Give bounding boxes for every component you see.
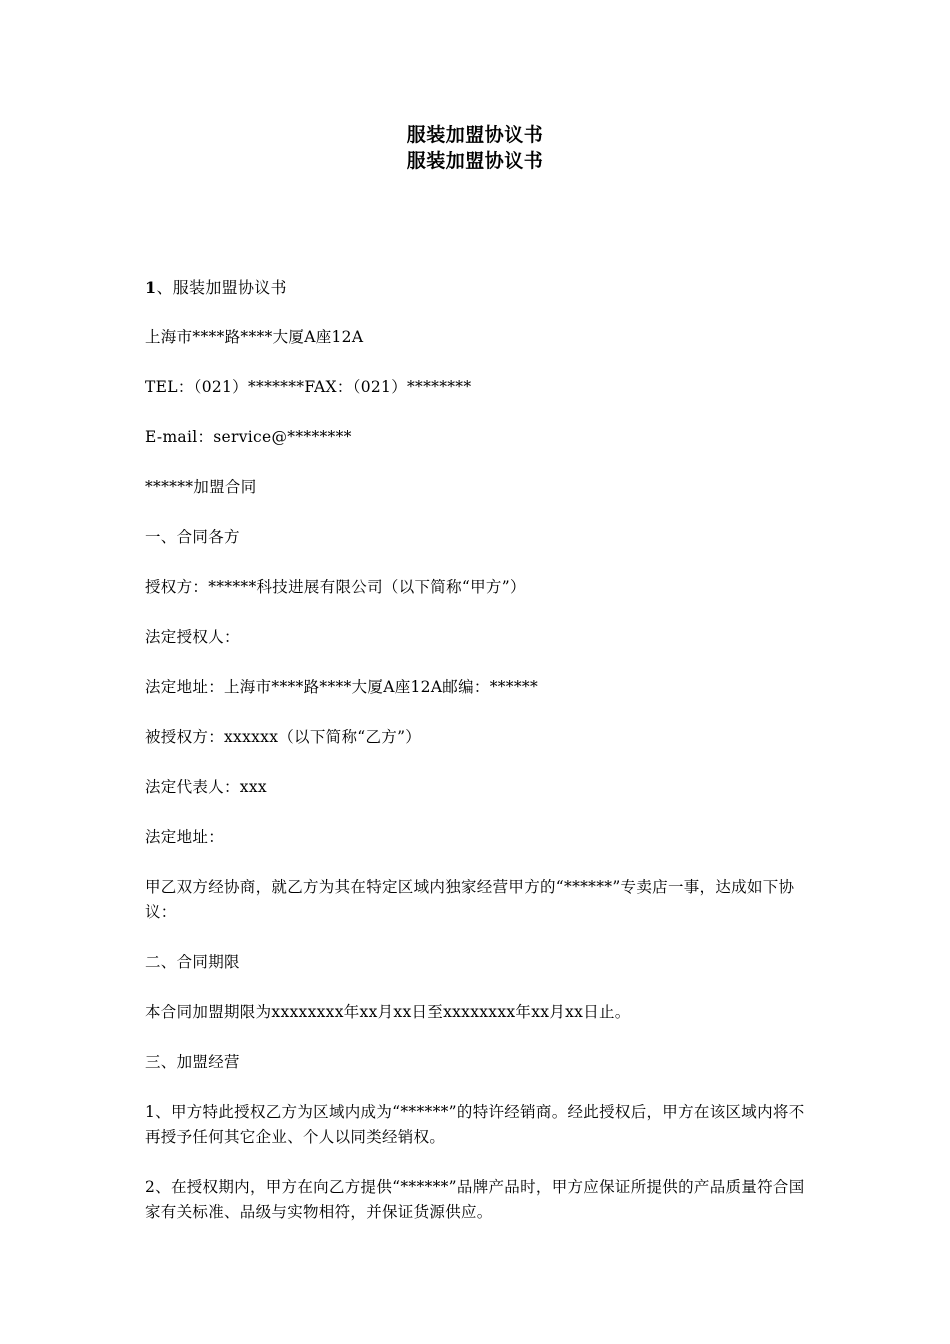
title-line-2: 服装加盟协议书 — [406, 150, 544, 172]
section-heading — [145, 275, 810, 300]
licensor-line: 授权方：******科技进展有限公司（以下简称“甲方”） — [145, 578, 526, 596]
licensee-address-line: 法定地址： — [145, 828, 225, 846]
heading-number: 1 — [145, 278, 157, 297]
address-line: 上海市****路****大厦A座12A — [145, 328, 364, 346]
section-1-title: 一、合同各方 — [145, 528, 240, 546]
licensee-rep-line: 法定代表人：xxx — [145, 778, 267, 796]
term-text: 本合同加盟期限为xxxxxxxx年xx月xx日至xxxxxxxx年xx月xx日止。 — [145, 1003, 631, 1021]
agreement-intro: 甲乙双方经协商，就乙方为其在特定区域内独家经营甲方的“******”专卖店一事，达成如下协议： — [145, 878, 795, 921]
document-title — [0, 122, 950, 174]
clause-3-1: 1、甲方特此授权乙方为区域内成为“******”的特许经销商。经此授权后，甲方在该区域内将不再授予任何其它企业、个人以同类经销权。 — [145, 1103, 805, 1146]
licensor-rep-line: 法定授权人： — [145, 628, 240, 646]
licensee-line: 被授权方：xxxxxx（以下简称“乙方”） — [145, 728, 422, 746]
section-2-title: 二、合同期限 — [145, 953, 240, 971]
section-3-title: 三、加盟经营 — [145, 1053, 240, 1071]
heading-text: 、服装加盟协议书 — [156, 278, 287, 297]
title-line-1: 服装加盟协议书 — [406, 124, 544, 146]
tel-fax-line: TEL：（021）*******FAX：（021）******** — [145, 378, 472, 396]
document-body — [145, 275, 810, 1250]
clause-3-2: 2、在授权期内，甲方在向乙方提供“******”品牌产品时，甲方应保证所提供的产品质量符合国家有关标准、品级与实物相符，并保证货源供应。 — [145, 1178, 805, 1221]
contract-name: ******加盟合同 — [145, 478, 257, 496]
email-line: E-mail：service@******** — [145, 428, 352, 446]
licensor-address-line: 法定地址：上海市****路****大厦A座12A邮编：****** — [145, 678, 539, 696]
